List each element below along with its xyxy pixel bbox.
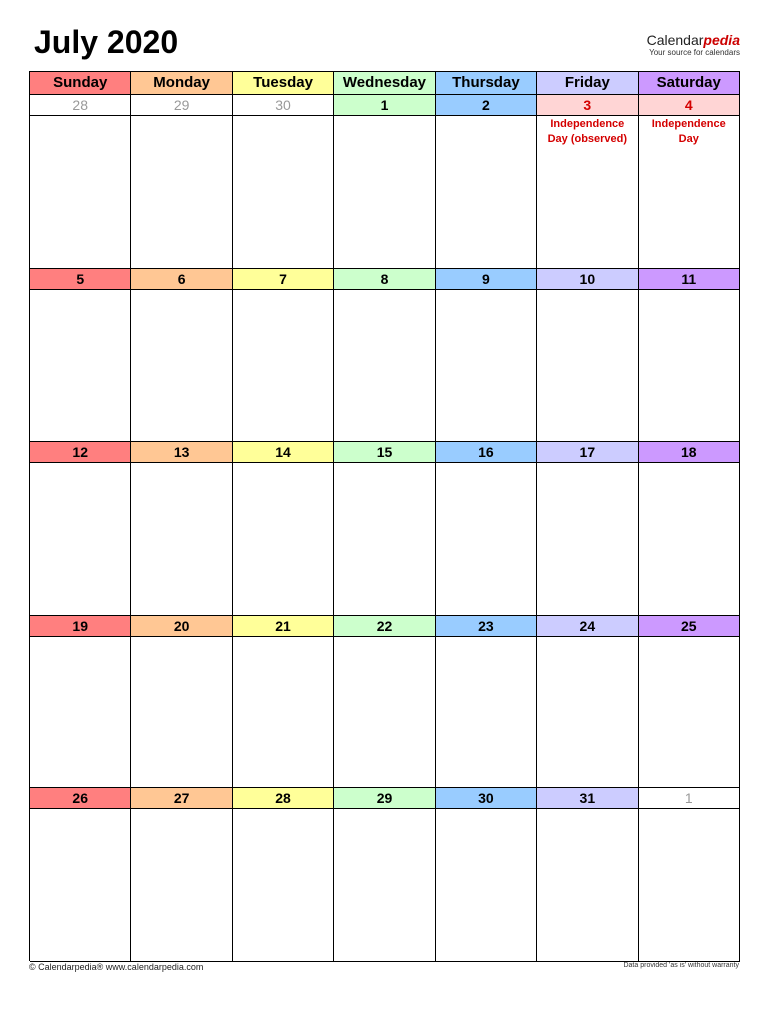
day-cell[interactable] [436,95,537,269]
day-cell[interactable] [30,616,131,788]
footer-copyright: © Calendarpedia® www.calendarpedia.com [29,962,204,972]
week-row [30,616,740,788]
day-number: 24 [537,616,637,637]
day-number: 30 [233,95,333,116]
day-number: 9 [436,269,536,290]
day-cell[interactable] [537,616,638,788]
day-cell[interactable] [436,616,537,788]
day-number: 31 [537,788,637,809]
day-number: 30 [436,788,536,809]
day-number: 26 [30,788,130,809]
day-number: 11 [639,269,739,290]
day-number: 23 [436,616,536,637]
day-number: 28 [233,788,333,809]
day-number: 18 [639,442,739,463]
day-cell[interactable] [334,269,435,442]
day-cell[interactable] [233,616,334,788]
day-cell[interactable] [233,269,334,442]
day-number: 5 [30,269,130,290]
day-cell[interactable] [436,442,537,616]
day-cell[interactable] [537,95,638,269]
weekday-header-sunday: Sunday [30,72,131,95]
day-number: 1 [334,95,434,116]
logo-name-plain: Calendar [646,32,704,48]
page-title: July 2020 [34,24,179,60]
day-cell[interactable] [131,269,232,442]
day-cell[interactable] [639,788,740,962]
week-row [30,269,740,442]
day-cell[interactable] [334,616,435,788]
day-cell[interactable] [131,788,232,962]
calendarpedia-logo[interactable] [647,32,740,57]
day-cell[interactable] [131,442,232,616]
day-number: 4 [639,95,739,116]
day-cell[interactable] [334,788,435,962]
day-number: 14 [233,442,333,463]
day-cell[interactable] [30,269,131,442]
day-number: 15 [334,442,434,463]
day-cell[interactable] [233,788,334,962]
day-cell[interactable] [436,788,537,962]
calendar-grid [29,71,740,961]
weekday-header-wednesday: Wednesday [334,72,435,95]
day-cell[interactable] [30,788,131,962]
day-number: 17 [537,442,637,463]
day-cell[interactable] [537,269,638,442]
holiday-event: Independence Day [651,118,726,145]
day-number: 10 [537,269,637,290]
day-number: 6 [131,269,231,290]
footer-disclaimer: Data provided 'as is' without warranty [623,962,739,969]
day-number: 25 [639,616,739,637]
day-cell[interactable] [436,269,537,442]
day-number: 21 [233,616,333,637]
day-cell[interactable] [639,442,740,616]
weekday-header-saturday: Saturday [639,72,740,95]
day-cell[interactable] [131,95,232,269]
day-cell[interactable] [233,95,334,269]
day-number: 16 [436,442,536,463]
day-cell[interactable] [30,95,131,269]
weekday-header-thursday: Thursday [436,72,537,95]
day-cell[interactable] [639,95,740,269]
logo-tagline: Your source for calendars [649,48,740,57]
day-number: 29 [334,788,434,809]
day-number: 12 [30,442,130,463]
day-cell[interactable] [334,95,435,269]
day-cell[interactable] [334,442,435,616]
day-cell[interactable] [233,442,334,616]
day-number: 20 [131,616,231,637]
day-number: 3 [537,95,637,116]
day-number: 7 [233,269,333,290]
day-cell[interactable] [131,616,232,788]
day-cell[interactable] [537,442,638,616]
day-number: 27 [131,788,231,809]
weekday-header-monday: Monday [131,72,232,95]
week-row [30,788,740,962]
day-number: 22 [334,616,434,637]
day-number: 2 [436,95,536,116]
day-number: 1 [639,788,739,809]
day-number: 29 [131,95,231,116]
weekday-header-friday: Friday [537,72,638,95]
day-number: 13 [131,442,231,463]
day-cell[interactable] [537,788,638,962]
week-row [30,95,740,269]
logo-wordmark [647,32,740,48]
logo-name-accent: pedia [703,32,740,48]
weekday-header-row [30,72,740,95]
day-cell[interactable] [30,442,131,616]
day-number: 8 [334,269,434,290]
day-cell[interactable] [639,269,740,442]
weekday-header-tuesday: Tuesday [233,72,334,95]
holiday-event: Independence Day (observed) [547,118,628,145]
week-row [30,442,740,616]
day-number: 28 [30,95,130,116]
day-number: 19 [30,616,130,637]
day-cell[interactable] [639,616,740,788]
